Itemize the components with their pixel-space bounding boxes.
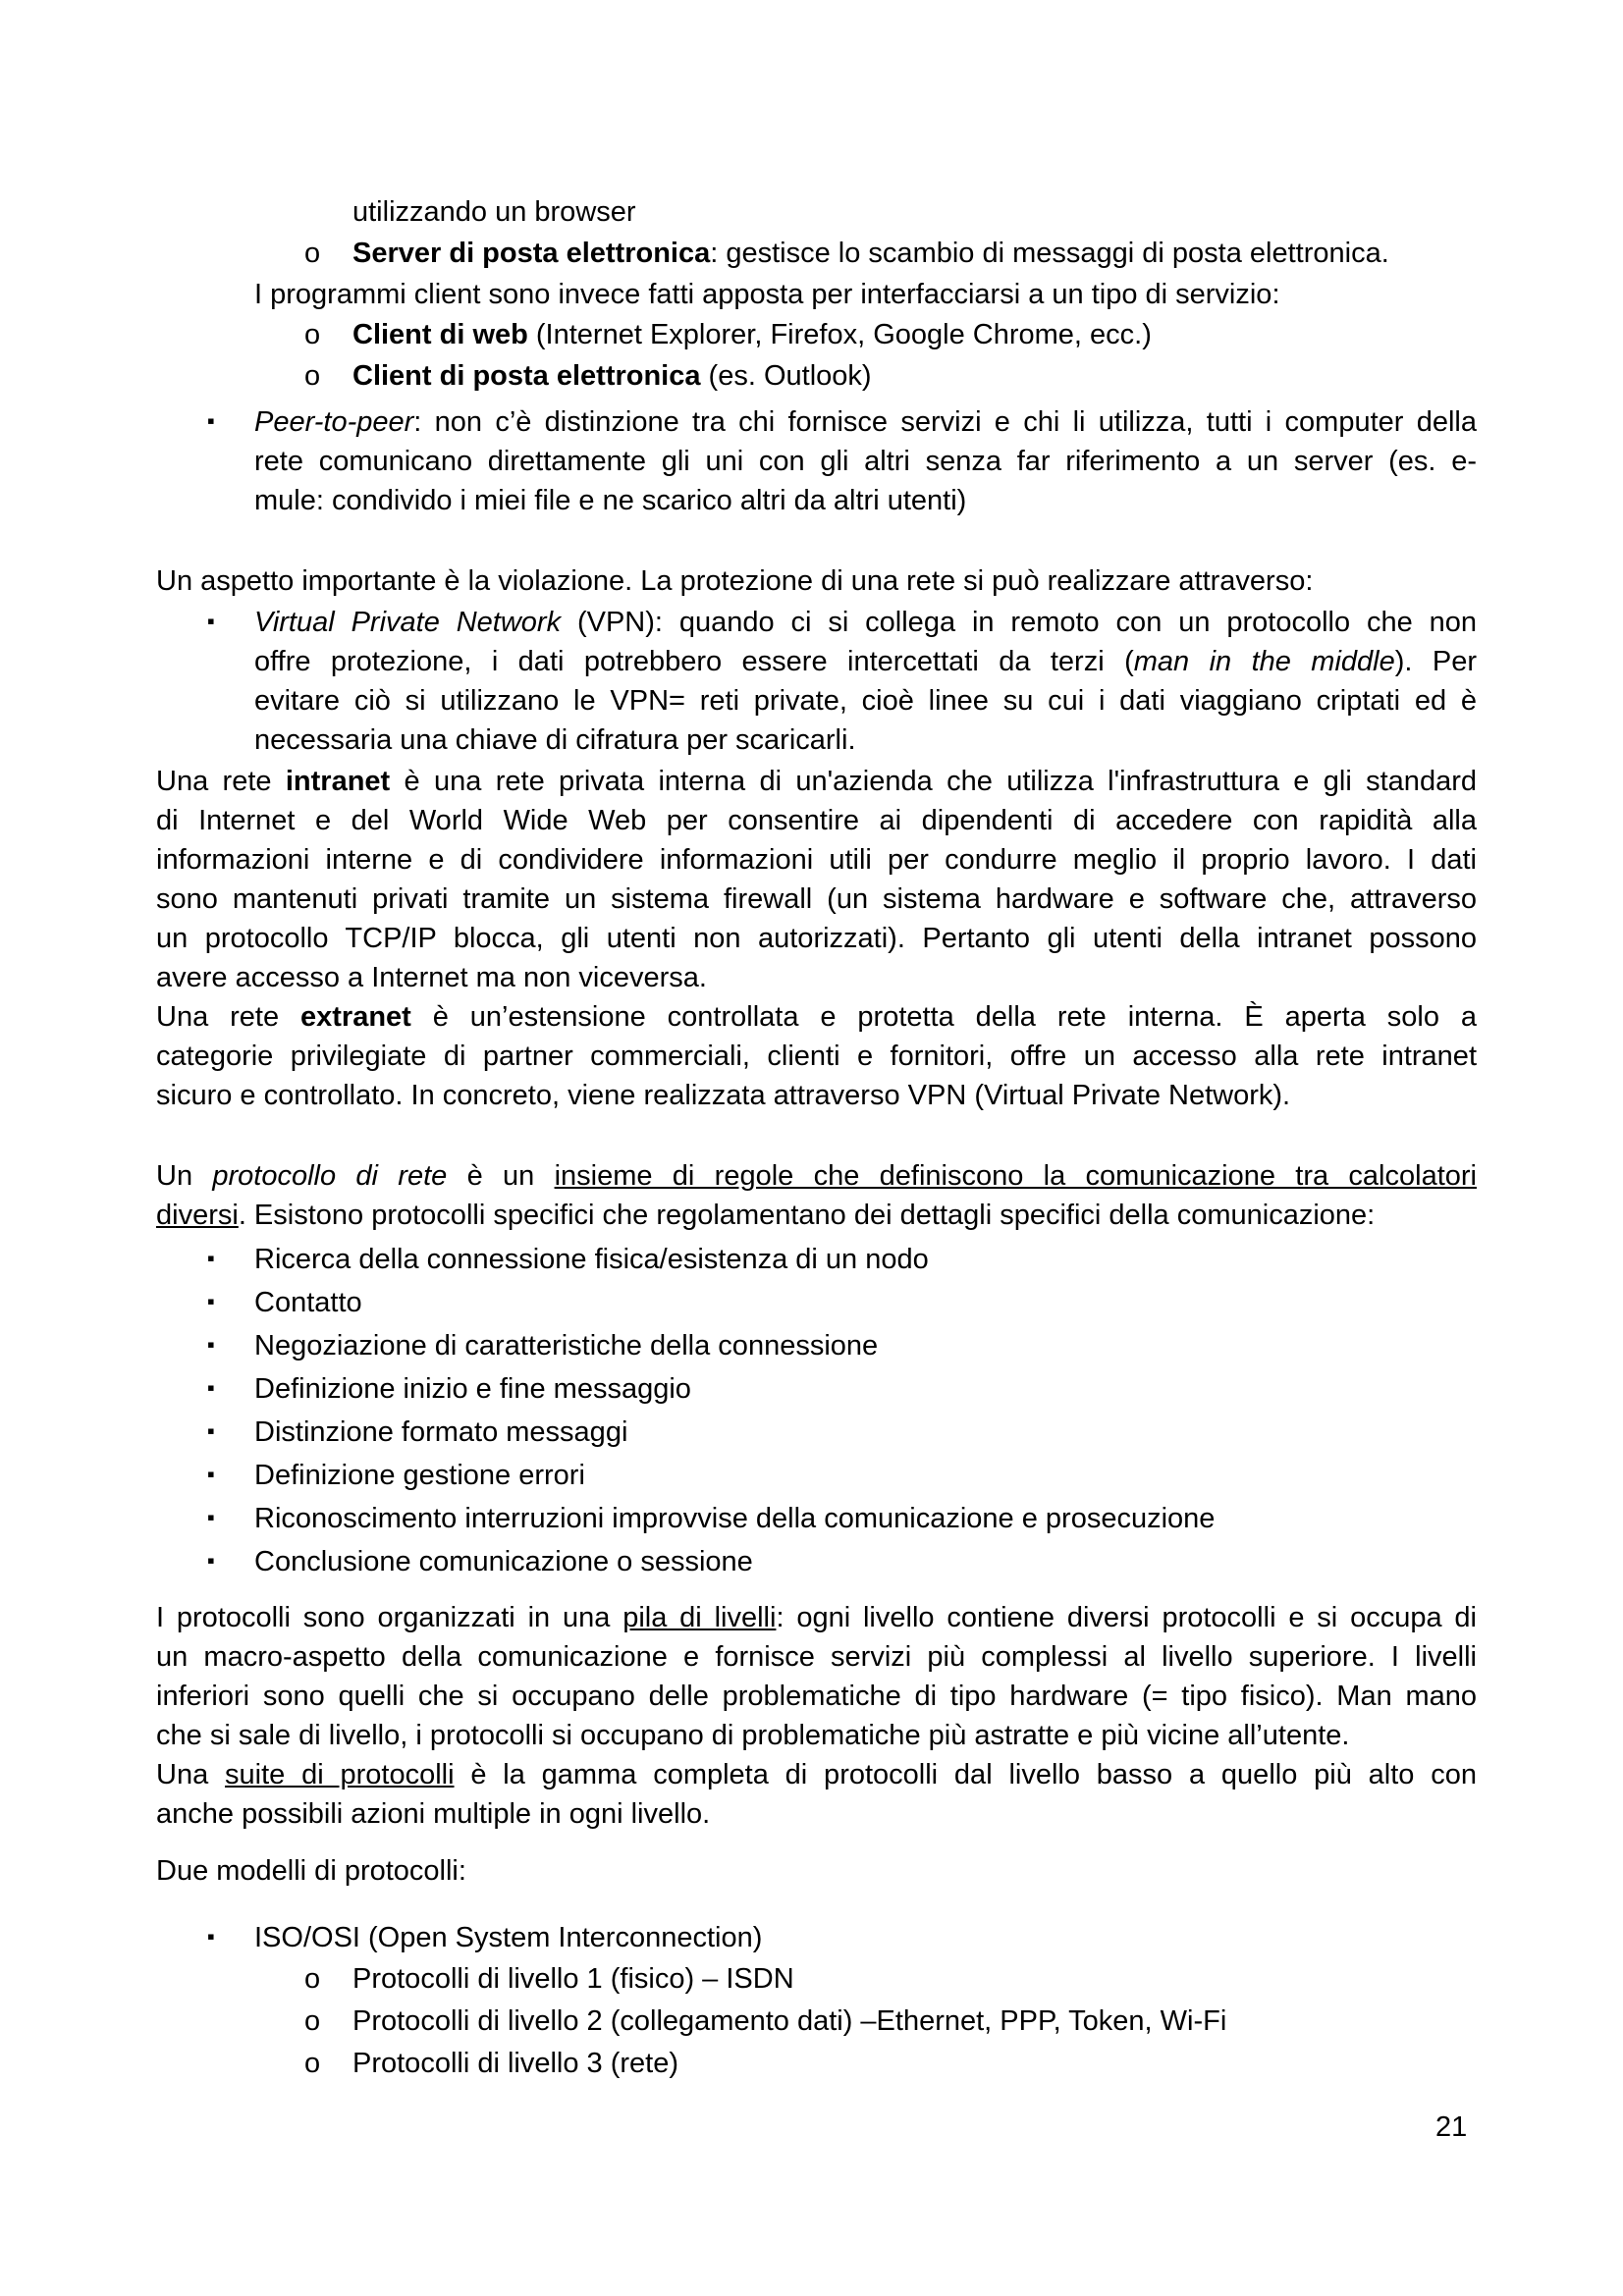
square-bullet: ▪ (207, 1924, 215, 1949)
stack-line-3: inferiori sono quelli che si occupano delle problematiche di tipo hardware (= tipo fisico). Man mano (156, 1681, 1477, 1712)
suite-line-1: Una suite di protocolli è la gamma completa di protocolli dal livello basso a quello più alto con (156, 1759, 1477, 1790)
iso-osi-item: ISO/OSI (Open System Interconnection) (254, 1922, 763, 1953)
continuation-line: utilizzando un browser (352, 196, 636, 228)
protocol-def-line-2: diversi. Esistono protocolli specifici che regolamentano dei dettagli specifici della comunicazione: (156, 1200, 1376, 1231)
iso-level-item: Protocolli di livello 1 (fisico) – ISDN (352, 1963, 794, 1995)
list-item: Definizione inizio e fine messaggio (254, 1373, 691, 1405)
suite-line-2: anche possibili azioni multiple in ogni livello. (156, 1798, 711, 1830)
extranet-line-1: Una rete extranet è un’estensione controllata e protetta della rete interna. È aperta solo a (156, 1001, 1477, 1033)
client-mail-item: Client di posta elettronica (es. Outlook) (352, 360, 872, 392)
iso-level-item: Protocolli di livello 2 (collegamento dati) –Ethernet, PPP, Token, Wi-Fi (352, 2005, 1227, 2037)
p2p-line-3: mule: condivido i miei file e ne scarico altri da altri utenti) (254, 485, 967, 516)
client-intro: I programmi client sono invece fatti apposta per interfacciarsi a un tipo di servizio: (254, 279, 1280, 310)
square-bullet: ▪ (207, 1548, 215, 1573)
square-bullet: ▪ (207, 1289, 215, 1313)
list-item: Conclusione comunicazione o sessione (254, 1546, 753, 1577)
sub-bullet: o (304, 2048, 321, 2079)
stack-line-4: che si sale di livello, i protocolli si occupano di problematiche più astratte e più vicine all’utente. (156, 1720, 1350, 1751)
intranet-line-1: Una rete intranet è una rete privata interna di un'azienda che utilizza l'infrastruttura e gli standard (156, 766, 1477, 797)
models-intro: Due modelli di protocolli: (156, 1855, 466, 1887)
extranet-line-3: sicuro e controllato. In concreto, viene realizzata attraverso VPN (Virtual Private Network). (156, 1080, 1291, 1111)
intranet-line-2: di Internet e del World Wide Web per consentire ai dipendenti di accedere con rapidità alla (156, 805, 1477, 836)
vpn-line-2: offre protezione, i dati potrebbero essere intercettati da terzi (man in the middle). Per (254, 646, 1477, 677)
list-item: Negoziazione di caratteristiche della connessione (254, 1330, 879, 1362)
stack-line-2: un macro-aspetto della comunicazione e fornisce servizi più complessi al livello superiore. I livelli (156, 1641, 1477, 1673)
sub-bullet: o (304, 1963, 321, 1995)
sub-bullet: o (304, 2005, 321, 2037)
list-item: Riconoscimento interruzioni improvvise della comunicazione e prosecuzione (254, 1503, 1216, 1534)
list-item: Ricerca della connessione fisica/esistenza di un nodo (254, 1244, 929, 1275)
square-bullet: ▪ (207, 609, 215, 633)
square-bullet: ▪ (207, 1246, 215, 1270)
square-bullet: ▪ (207, 1375, 215, 1400)
square-bullet: ▪ (207, 1418, 215, 1443)
stack-line-1: I protocolli sono organizzati in una pila di livelli: ogni livello contiene diversi protocolli e si occupa di (156, 1602, 1478, 1633)
list-item: Definizione gestione errori (254, 1460, 585, 1491)
iso-level-item: Protocolli di livello 3 (rete) (352, 2048, 679, 2079)
intranet-line-5: un protocollo TCP/IP blocca, gli utenti non autorizzati). Pertanto gli utenti della intranet possono (156, 923, 1477, 954)
square-bullet: ▪ (207, 1462, 215, 1486)
intranet-line-6: avere accesso a Internet ma non viceversa. (156, 962, 707, 993)
server-mail-item: Server di posta elettronica: gestisce lo scambio di messaggi di posta elettronica. (352, 238, 1389, 269)
protocol-def-line-1: Un protocollo di rete è un insieme di regole che definiscono la comunicazione tra calcolatori (156, 1160, 1477, 1192)
list-item: Distinzione formato messaggi (254, 1416, 628, 1448)
vpn-line-1: Virtual Private Network (VPN): quando ci si collega in remoto con un protocollo che non (254, 607, 1478, 638)
sub-bullet: o (304, 238, 321, 269)
p2p-line-2: rete comunicano direttamente gli uni con gli altri senza far riferimento a un server (es. e- (254, 446, 1477, 477)
client-web-item: Client di web (Internet Explorer, Firefox, Google Chrome, ecc.) (352, 319, 1152, 350)
p2p-line-1: Peer-to-peer: non c’è distinzione tra chi fornisce servizi e chi li utilizza, tutti i computer della (254, 406, 1477, 438)
sub-bullet: o (304, 360, 321, 392)
violation-intro: Un aspetto importante è la violazione. La protezione di una rete si può realizzare attraverso: (156, 565, 1314, 597)
intranet-line-4: sono mantenuti privati tramite un sistema firewall (un sistema hardware e software che, attraverso (156, 883, 1477, 915)
intranet-line-3: informazioni interne e di condividere informazioni utili per condurre meglio il proprio lavoro. I dati (156, 844, 1477, 876)
square-bullet: ▪ (207, 1505, 215, 1529)
extranet-line-2: categorie privilegiate di partner commerciali, clienti e fornitori, offre un accesso alla rete intranet (156, 1041, 1477, 1072)
list-item: Contatto (254, 1287, 362, 1318)
sub-bullet: o (304, 319, 321, 350)
square-bullet: ▪ (207, 408, 215, 433)
vpn-line-4: necessaria una chiave di cifratura per scaricarli. (254, 724, 856, 756)
square-bullet: ▪ (207, 1332, 215, 1357)
vpn-line-3: evitare ciò si utilizzano le VPN= reti private, cioè linee su cui i dati viaggiano criptati ed è (254, 685, 1477, 717)
page-number: 21 (1435, 2111, 1468, 2143)
